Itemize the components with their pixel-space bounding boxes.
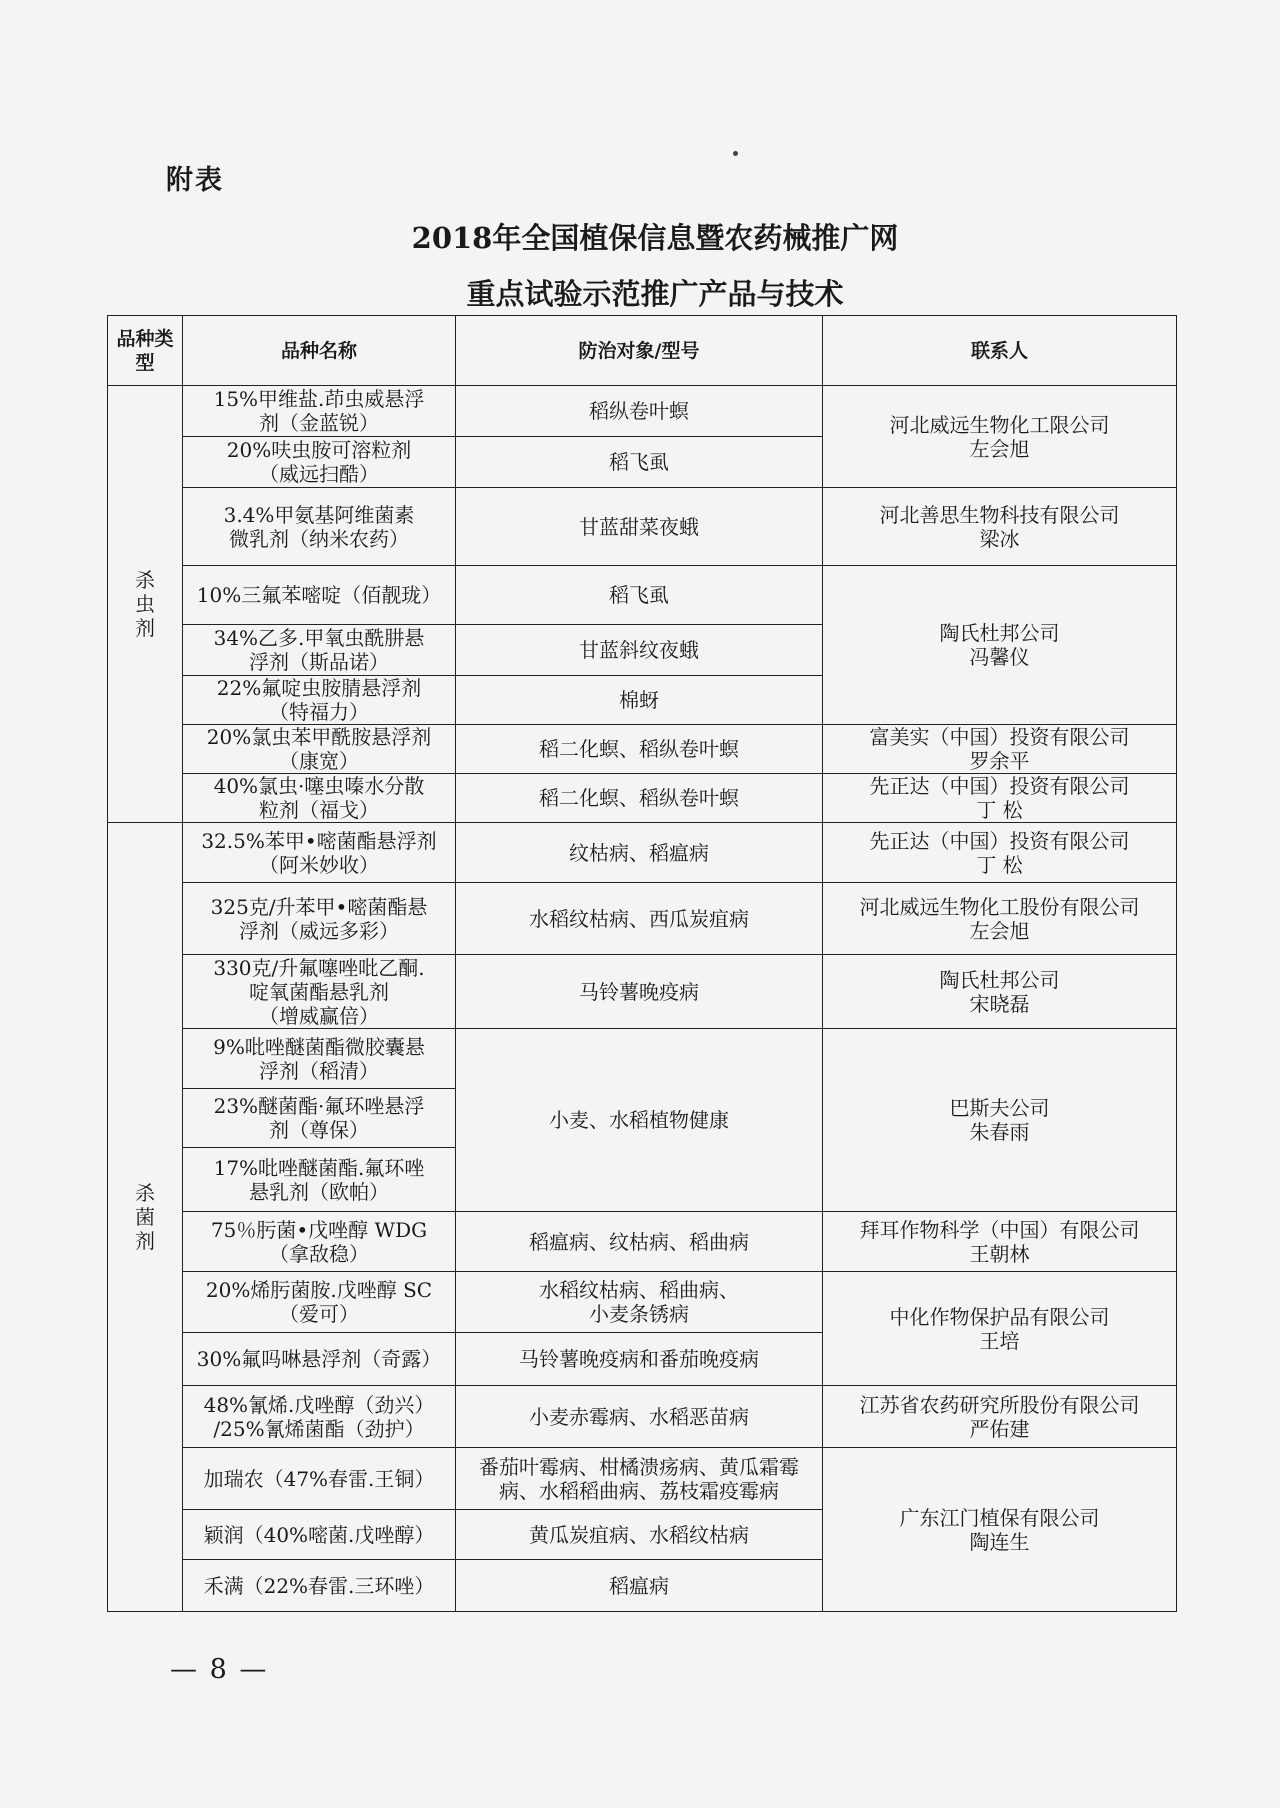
target: 番茄叶霉病、柑橘溃疡病、黄瓜霜霉 病、水稻稻曲病、荔枝霜疫霉病 xyxy=(456,1448,823,1510)
product-name: 40%氯虫·噻虫嗪水分散 粒剂（福戈） xyxy=(183,774,456,823)
product-name: 9%吡唑醚菌酯微胶囊悬 浮剂（稻清） xyxy=(183,1029,456,1089)
table-row xyxy=(108,1272,1177,1333)
target: 稻飞虱 xyxy=(456,437,823,488)
product-name: 20%呋虫胺可溶粒剂 （威远扫酷） xyxy=(183,437,456,488)
header-category-type: 品种类型 xyxy=(108,316,183,386)
contact: 河北威远生物化工限公司 左会旭 xyxy=(823,386,1177,488)
contact: 先正达（中国）投资有限公司 丁 松 xyxy=(823,774,1177,823)
product-name: 10%三氟苯嘧啶（佰靓珑） xyxy=(183,566,456,625)
contact: 巴斯夫公司 朱春雨 xyxy=(823,1029,1177,1212)
table-row xyxy=(108,566,1177,625)
target: 水稻纹枯病、西瓜炭疽病 xyxy=(456,883,823,955)
product-name: 禾满（22%春雷.三环唑） xyxy=(183,1560,456,1612)
product-name: 30%氟吗啉悬浮剂（奇露） xyxy=(183,1333,456,1386)
target: 稻纵卷叶螟 xyxy=(456,386,823,437)
product-name: 22%氟啶虫胺腈悬浮剂 （特福力） xyxy=(183,676,456,725)
target: 小麦赤霉病、水稻恶苗病 xyxy=(456,1386,823,1448)
target: 稻瘟病 xyxy=(456,1560,823,1612)
contact: 先正达（中国）投资有限公司 丁 松 xyxy=(823,823,1177,883)
table-row xyxy=(108,1386,1177,1448)
product-name: 加瑞农（47%春雷.王铜） xyxy=(183,1448,456,1510)
product-name: 15%甲维盐.茚虫威悬浮 剂（金蓝锐） xyxy=(183,386,456,437)
table-row xyxy=(108,774,1177,823)
target: 马铃薯晚疫病和番茄晚疫病 xyxy=(456,1333,823,1386)
contact: 陶氏杜邦公司 宋晓磊 xyxy=(823,955,1177,1029)
contact: 拜耳作物科学（中国）有限公司 王朝林 xyxy=(823,1212,1177,1272)
product-name: 颖润（40%嘧菌.戊唑醇） xyxy=(183,1510,456,1560)
product-name: 20%氯虫苯甲酰胺悬浮剂 （康宽） xyxy=(183,725,456,774)
category-insecticide: 杀 虫 剂 xyxy=(108,386,183,823)
contact: 河北善思生物科技有限公司 梁冰 xyxy=(823,488,1177,566)
product-name: 48%氰烯.戊唑醇（劲兴） /25%氰烯菌酯（劲护） xyxy=(183,1386,456,1448)
scan-speck xyxy=(733,151,738,156)
product-name: 3.4%甲氨基阿维菌素 微乳剂（纳米农药） xyxy=(183,488,456,566)
target: 水稻纹枯病、稻曲病、 小麦条锈病 xyxy=(456,1272,823,1333)
target: 马铃薯晚疫病 xyxy=(456,955,823,1029)
product-name: 325克/升苯甲•嘧菌酯悬 浮剂（威远多彩） xyxy=(183,883,456,955)
target: 稻二化螟、稻纵卷叶螟 xyxy=(456,725,823,774)
target: 黄瓜炭疽病、水稻纹枯病 xyxy=(456,1510,823,1560)
target: 棉蚜 xyxy=(456,676,823,725)
table-header-row xyxy=(108,316,1177,386)
target: 小麦、水稻植物健康 xyxy=(456,1029,823,1212)
document-title-line1: 2018年全国植保信息暨农药械推广网 xyxy=(411,221,899,255)
target: 纹枯病、稻瘟病 xyxy=(456,823,823,883)
contact: 中化作物保护品有限公司 王培 xyxy=(823,1272,1177,1386)
table-row xyxy=(108,488,1177,566)
contact: 广东江门植保有限公司 陶连生 xyxy=(823,1448,1177,1612)
contact: 陶氏杜邦公司 冯馨仪 xyxy=(823,566,1177,725)
product-name: 34%乙多.甲氧虫酰肼悬 浮剂（斯品诺） xyxy=(183,625,456,676)
header-product-name: 品种名称 xyxy=(183,316,456,386)
product-name: 20%烯肟菌胺.戊唑醇 SC （爱可） xyxy=(183,1272,456,1333)
product-name: 23%醚菌酯·氟环唑悬浮 剂（尊保） xyxy=(183,1089,456,1148)
table-row xyxy=(108,883,1177,955)
page-number: — 8 — xyxy=(170,1654,269,1685)
appendix-label: 附表 xyxy=(166,165,224,196)
table-row xyxy=(108,1029,1177,1089)
table-row xyxy=(108,725,1177,774)
product-table xyxy=(107,315,1177,1612)
header-contact: 联系人 xyxy=(823,316,1177,386)
document-title-line2: 重点试验示范推广产品与技术 xyxy=(466,277,844,311)
contact: 富美实（中国）投资有限公司 罗余平 xyxy=(823,725,1177,774)
table-row xyxy=(108,1212,1177,1272)
header-target: 防治对象/型号 xyxy=(456,316,823,386)
target: 甘蓝甜菜夜蛾 xyxy=(456,488,823,566)
product-name: 75％肟菌•戊唑醇 WDG （拿敌稳） xyxy=(183,1212,456,1272)
table-row xyxy=(108,1448,1177,1510)
category-fungicide: 杀 菌 剂 xyxy=(108,823,183,1612)
table-row xyxy=(108,386,1177,437)
product-name: 17%吡唑醚菌酯.氟环唑 悬乳剂（欧帕） xyxy=(183,1148,456,1212)
product-name: 32.5%苯甲•嘧菌酯悬浮剂 （阿米妙收） xyxy=(183,823,456,883)
contact: 江苏省农药研究所股份有限公司 严佑建 xyxy=(823,1386,1177,1448)
target: 稻飞虱 xyxy=(456,566,823,625)
table-row xyxy=(108,823,1177,883)
target: 甘蓝斜纹夜蛾 xyxy=(456,625,823,676)
contact: 河北威远生物化工股份有限公司 左会旭 xyxy=(823,883,1177,955)
target: 稻瘟病、纹枯病、稻曲病 xyxy=(456,1212,823,1272)
table-row xyxy=(108,955,1177,1029)
product-name: 330克/升氟噻唑吡乙酮. 啶氧菌酯悬乳剂 （增威赢倍） xyxy=(183,955,456,1029)
target: 稻二化螟、稻纵卷叶螟 xyxy=(456,774,823,823)
